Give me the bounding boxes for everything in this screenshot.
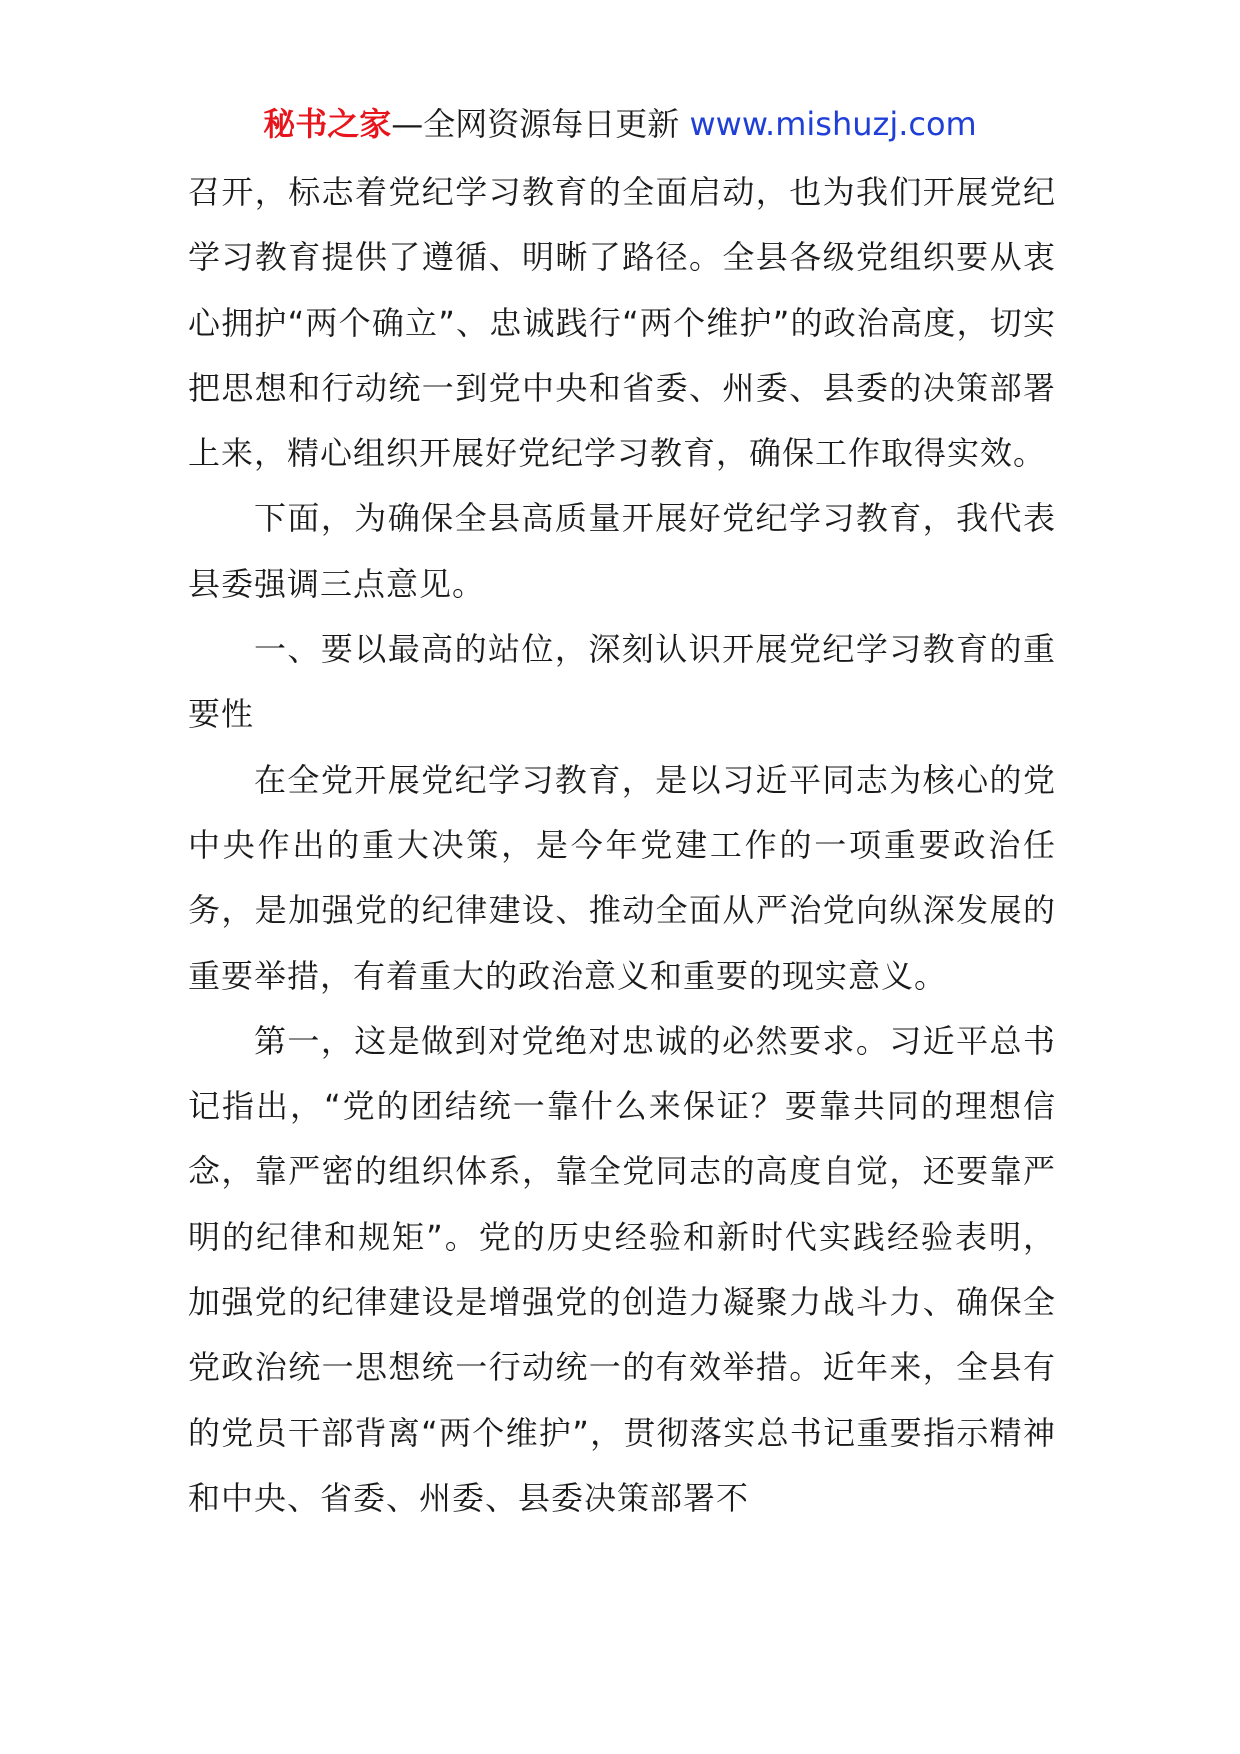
page-header	[0, 102, 1240, 146]
document-body	[188, 160, 1056, 1531]
paragraph-continuation: 召开，标志着党纪学习教育的全面启动，也为我们开展党纪学习教育提供了遵循、明晰了路径。全县各级党组织要从衷心拥护“两个确立”、忠诚践行“两个维护”的政治高度，切实把思想和行动统一到党中央和省委、州委、县委的决策部署上来，精心组织开展好党纪学习教育，确保工作取得实效。	[188, 173, 1056, 473]
paragraph-body: 第一，这是做到对党绝对忠诚的必然要求。习近平总书记指出，“党的团结统一靠什么来保证？要靠共同的理想信念，靠严密的组织体系，靠全党同志的高度自觉，还要靠严明的纪律和规矩”。党的历史经验和新时代实践经验表明，加强党的纪律建设是增强党的创造力凝聚力战斗力、确保全党政治统一思想统一行动统一的有效举措。近年来，全县有的党员干部背离“两个维护”，贯彻落实总书记重要指示精神和中央、省委、州委、县委决策部署不	[188, 1021, 1056, 1517]
header-tagline: —全网资源每日更新	[391, 105, 690, 143]
paragraph-body: 在全党开展党纪学习教育，是以习近平同志为核心的党中央作出的重大决策，是今年党建工作的一项重要政治任务，是加强党的纪律建设、推动全面从严治党向纵深发展的重要举措，有着重大的政治意义和重要的现实意义。	[188, 760, 1056, 995]
paragraph-intro: 下面，为确保全县高质量开展好党纪学习教育，我代表县委强调三点意见。	[188, 499, 1056, 603]
header-brand: 秘书之家	[263, 105, 392, 143]
header-url-link[interactable]: www.mishuzj.com	[689, 105, 977, 143]
section-heading: 一、要以最高的站位，深刻认识开展党纪学习教育的重要性	[188, 630, 1056, 734]
